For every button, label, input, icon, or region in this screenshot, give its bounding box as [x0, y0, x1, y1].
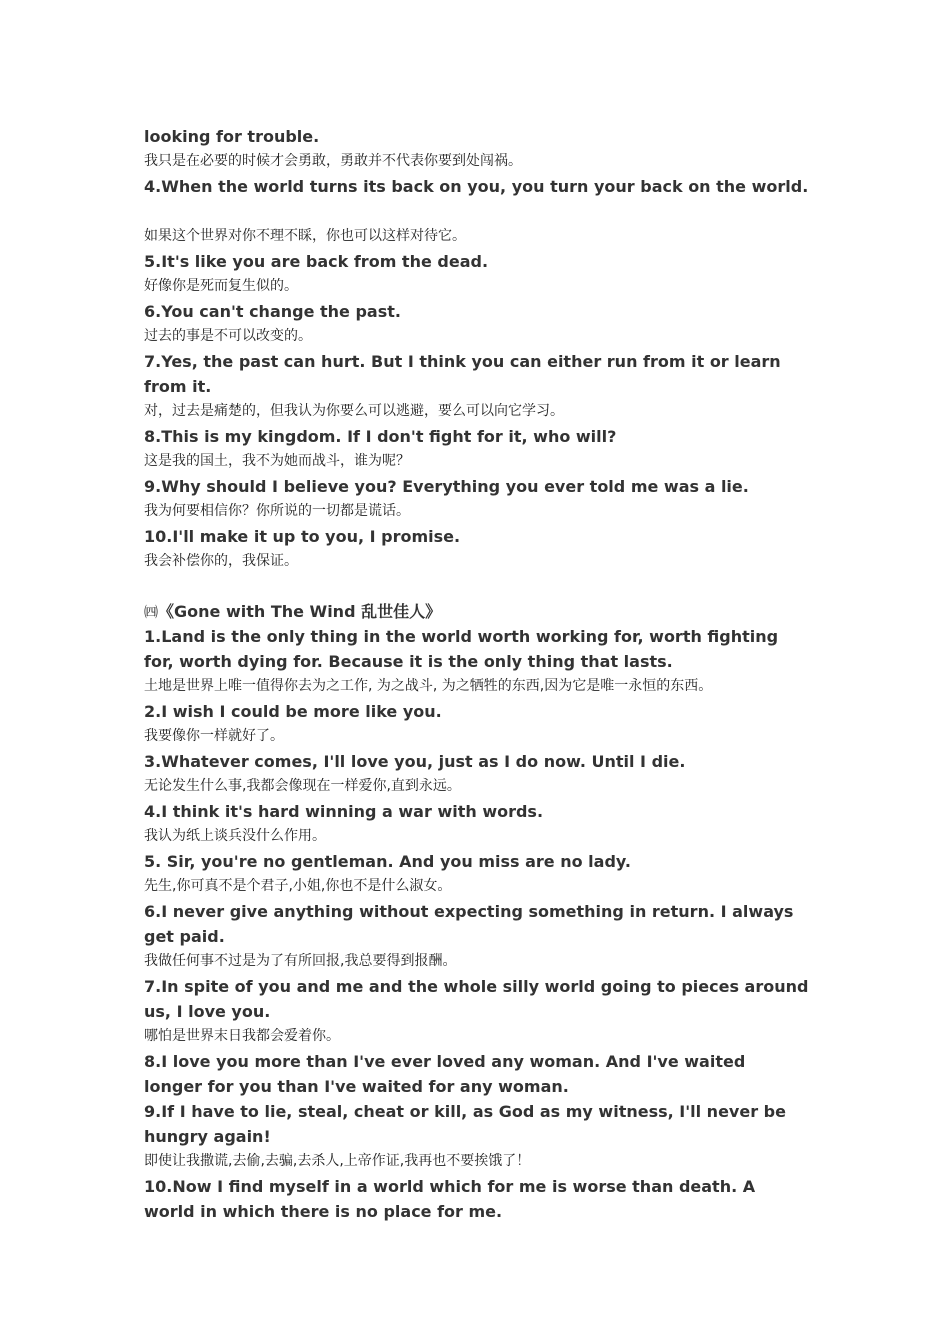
- chinese-translation-line: 土地是世界上唯一值得你去为之工作, 为之战斗, 为之牺牲的东西,因为它是唯一永恒的东西。: [144, 678, 713, 694]
- english-quote-line: 5.It's like you are back from the dead.: [144, 252, 489, 271]
- english-quote-line: hungry again!: [144, 1127, 271, 1146]
- section-marker: ㈣: [144, 605, 158, 621]
- english-quote-line: 7.In spite of you and me and the whole silly world going to pieces around: [144, 977, 809, 996]
- english-quote-line: 4.When the world turns its back on you, you turn your back on the world.: [144, 177, 809, 196]
- english-quote-line: 6.I never give anything without expecting something in return. I always: [144, 902, 794, 921]
- english-quote-line: 1.Land is the only thing in the world worth working for, worth fighting: [144, 627, 779, 646]
- english-quote-line: 3.Whatever comes, I'll love you, just as I do now. Until I die.: [144, 752, 686, 771]
- chinese-translation-line: 过去的事是不可以改变的。: [144, 328, 312, 344]
- chinese-translation-line: 哪怕是世界末日我都会爱着你。: [144, 1028, 340, 1044]
- english-quote-line: from it.: [144, 377, 212, 396]
- chinese-translation-line: 无论发生什么事,我都会像现在一样爱你,直到永远。: [144, 778, 461, 794]
- english-quote-line: get paid.: [144, 927, 225, 946]
- english-quote-line: for, worth dying for. Because it is the only thing that lasts.: [144, 652, 673, 671]
- english-quote-line: 2.I wish I could be more like you.: [144, 702, 442, 721]
- chinese-translation-line: 如果这个世界对你不理不睬，你也可以这样对待它。: [144, 228, 466, 244]
- english-quote-line: 7.Yes, the past can hurt. But I think you can either run from it or learn: [144, 352, 781, 371]
- english-quote-line: 10.I'll make it up to you, I promise.: [144, 527, 461, 546]
- chinese-translation-line: 即使让我撒谎,去偷,去骗,去杀人,上帝作证,我再也不要挨饿了！: [144, 1153, 531, 1169]
- english-quote-line: us, I love you.: [144, 1002, 271, 1021]
- english-quote-line: 9.If I have to lie, steal, cheat or kill, as God as my witness, I'll never be: [144, 1102, 786, 1121]
- section-heading: [144, 599, 824, 624]
- blank-line: [144, 574, 824, 599]
- english-quote-line: longer for you than I've waited for any woman.: [144, 1077, 569, 1096]
- chinese-translation-line: 我要像你一样就好了。: [144, 728, 284, 744]
- english-quote-line: 8.This is my kingdom. If I don't fight for it, who will?: [144, 427, 617, 446]
- english-quote-line: 5. Sir, you're no gentleman. And you miss are no lady.: [144, 852, 631, 871]
- english-quote-line: 8.I love you more than I've ever loved any woman. And I've waited: [144, 1052, 746, 1071]
- blank-line: [144, 199, 824, 224]
- chinese-translation-line: 我会补偿你的，我保证。: [144, 553, 298, 569]
- chinese-translation-line: 我认为纸上谈兵没什么作用。: [144, 828, 326, 844]
- english-quote-line: looking for trouble.: [144, 127, 320, 146]
- english-quote-line: 6.You can't change the past.: [144, 302, 401, 321]
- section-title: 《Gone with The Wind 乱世佳人》: [158, 602, 442, 621]
- english-quote-line: world in which there is no place for me.: [144, 1202, 503, 1221]
- english-quote-line: 4.I think it's hard winning a war with words.: [144, 802, 544, 821]
- english-quote-line: 10.Now I find myself in a world which for me is worse than death. A: [144, 1177, 756, 1196]
- chinese-translation-line: 我只是在必要的时候才会勇敢，勇敢并不代表你要到处闯祸。: [144, 153, 522, 169]
- chinese-translation-line: 我为何要相信你？你所说的一切都是谎话。: [144, 503, 410, 519]
- chinese-translation-line: 我做任何事不过是为了有所回报,我总要得到报酬。: [144, 953, 457, 969]
- english-quote-line: 9.Why should I believe you? Everything you ever told me was a lie.: [144, 477, 749, 496]
- chinese-translation-line: 这是我的国土，我不为她而战斗，谁为呢？: [144, 453, 410, 469]
- chinese-translation-line: 先生,你可真不是个君子,小姐,你也不是什么淑女。: [144, 878, 452, 894]
- chinese-translation-line: 好像你是死而复生似的。: [144, 278, 298, 294]
- chinese-translation-line: 对，过去是痛楚的，但我认为你要么可以逃避，要么可以向它学习。: [144, 403, 564, 419]
- document-body: [144, 124, 824, 1224]
